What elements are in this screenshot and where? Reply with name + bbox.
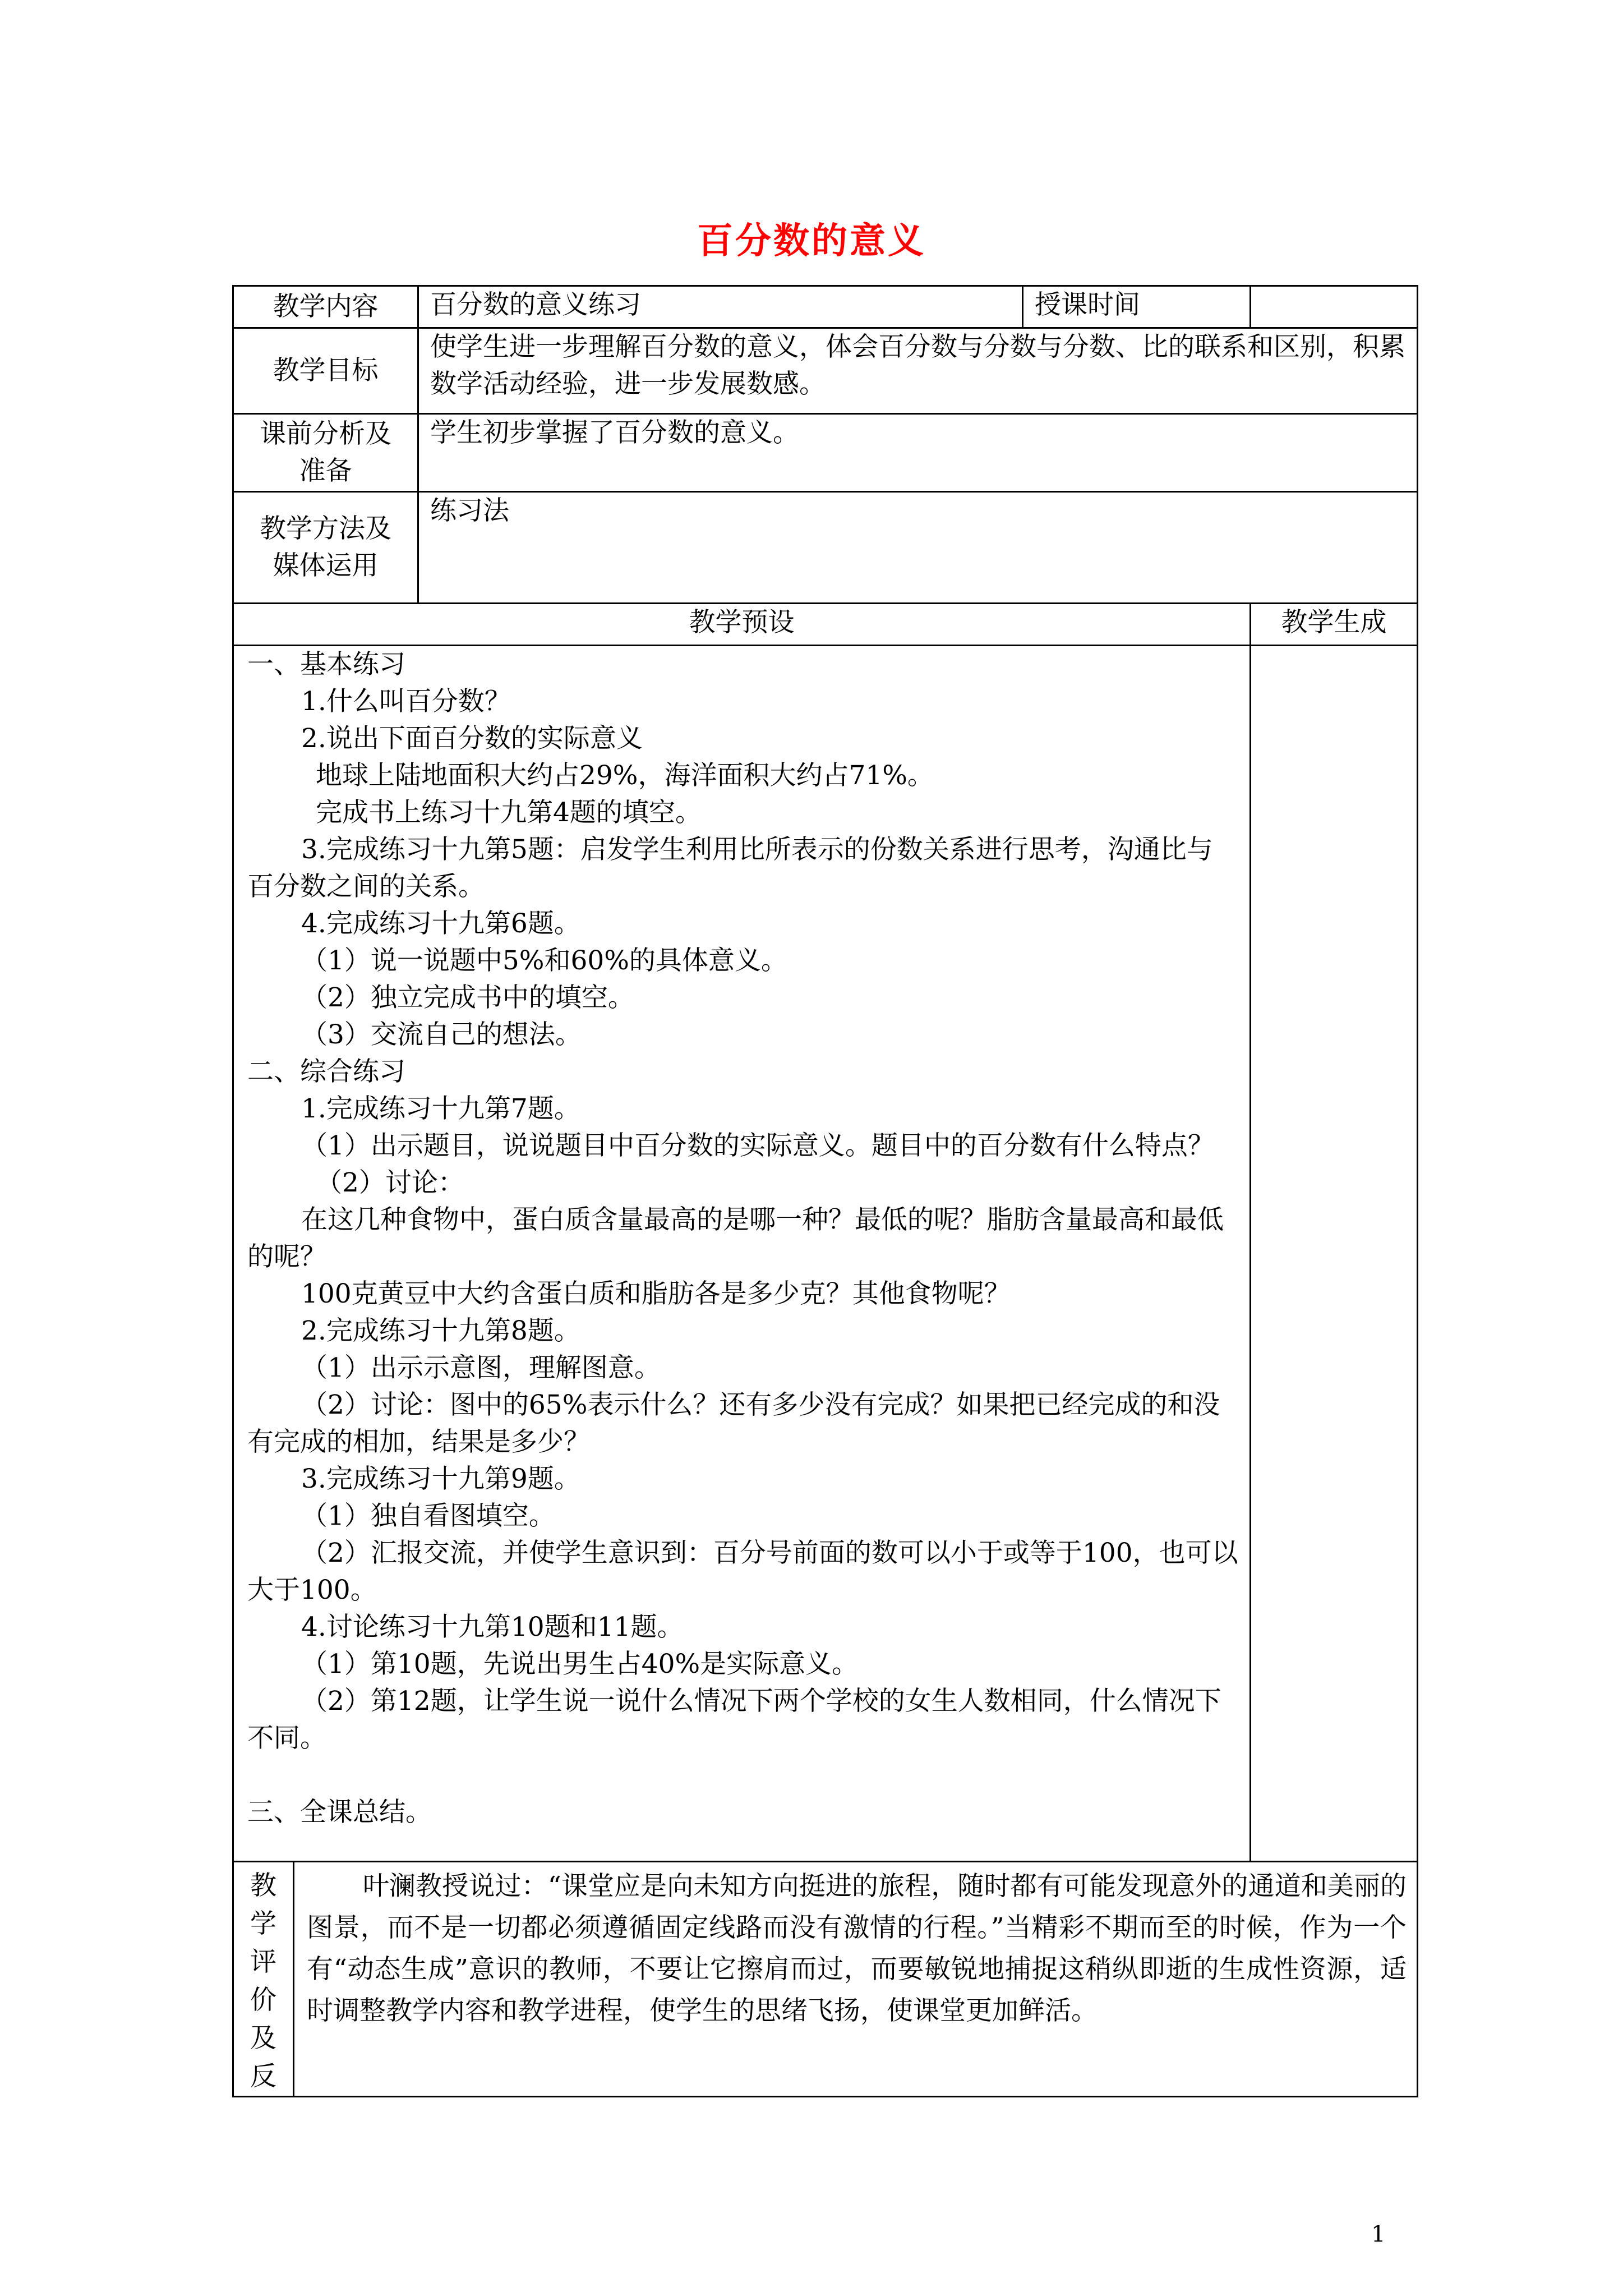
evaluation-label-char: 教 bbox=[250, 1870, 276, 1901]
lesson-plan-table bbox=[232, 285, 1418, 2097]
content-label: 教学内容 bbox=[233, 286, 418, 328]
evaluation-label-char: 价 bbox=[250, 1985, 276, 2016]
preset-header: 教学预设 bbox=[233, 604, 1251, 646]
objectives-row bbox=[233, 328, 1418, 414]
evaluation-label bbox=[233, 1862, 294, 2097]
evaluation-label-char: 及 bbox=[250, 2023, 276, 2054]
preset-line: 3.完成练习十九第9题。 bbox=[301, 1464, 580, 1494]
pre-analysis-text: 学生初步掌握了百分数的意义。 bbox=[418, 414, 1418, 492]
preset-line: 2.说出下面百分数的实际意义 bbox=[301, 723, 643, 754]
preset-line: （2）第12题，让学生说一说什么情况下两个学校的女生人数相同，什么情况下不同。 bbox=[247, 1686, 1221, 1754]
preset-line: 完成书上练习十九第4题的填空。 bbox=[316, 797, 702, 828]
preset-line: （2）讨论：图中的65%表示什么？还有多少没有完成？如果把已经完成的和没有完成的相加，结果是多少？ bbox=[247, 1389, 1220, 1457]
preset-line: 3.完成练习十九第5题：启发学生利用比所表示的份数关系进行思考，沟通比与百分数之间的关系。 bbox=[247, 834, 1213, 902]
methods-text: 练习法 bbox=[418, 492, 1418, 604]
preset-line: 4.完成练习十九第6题。 bbox=[301, 908, 580, 939]
preset-line: 在这几种食物中，蛋白质含量最高的是哪一种？最低的呢？脂肪含量最高和最低的呢？ bbox=[247, 1204, 1224, 1272]
evaluation-text: 叶澜教授说过：“课堂应是向未知方向挺进的旅程，随时都有可能发现意外的通道和美丽的图景，而不是一切都必须遵循固定线路而没有激情的行程。”当精彩不期而至的时候，作为一个有“动态生成”意识的教师，不要让它擦肩而过，而要敏锐地捕捉这稍纵即逝的生成性资源，适时调整教学内容和教学进程，使学生的思绪飞扬，使课堂更加鲜活。 bbox=[294, 1862, 1418, 2097]
preset-line: （2）汇报交流，并使学生意识到：百分号前面的数可以小于或等于100，也可以大于100。 bbox=[247, 1538, 1238, 1605]
content-row bbox=[233, 286, 1418, 328]
generation-header: 教学生成 bbox=[1251, 604, 1418, 646]
preset-line: 100克黄豆中大约含蛋白质和脂肪各是多少克？其他食物呢？ bbox=[301, 1278, 1011, 1309]
time-label: 授课时间 bbox=[1023, 286, 1251, 328]
preset-line: （1）独自看图填空。 bbox=[301, 1501, 555, 1531]
content-value: 百分数的意义练习 bbox=[418, 286, 1023, 328]
page-number: 1 bbox=[1371, 2221, 1386, 2247]
preset-line: 地球上陆地面积大约占29%，海洋面积大约占71%。 bbox=[316, 760, 934, 791]
preset-line: （1）说一说题中5%和60%的具体意义。 bbox=[301, 945, 787, 976]
document-title: 百分数的意义 bbox=[697, 220, 926, 262]
objectives-text: 使学生进一步理解百分数的意义，体会百分数与分数与分数、比的联系和区别，积累数学活动经验，进一步发展数感。 bbox=[418, 328, 1418, 414]
pre-analysis-label bbox=[233, 414, 418, 492]
section-header-row bbox=[233, 604, 1418, 646]
evaluation-label-char: 学 bbox=[250, 1908, 276, 1939]
preset-line: （3）交流自己的想法。 bbox=[301, 1019, 582, 1050]
preset-row bbox=[233, 646, 1418, 1862]
preset-line: （1）第10题，先说出男生占40%是实际意义。 bbox=[301, 1649, 859, 1680]
methods-row bbox=[233, 492, 1418, 604]
evaluation-row bbox=[233, 1862, 1418, 2097]
time-value bbox=[1251, 286, 1418, 328]
methods-label-line1: 教学方法及 bbox=[260, 513, 391, 544]
evaluation-label-char: 反 bbox=[250, 2061, 276, 2092]
preset-line: 4.讨论练习十九第10题和11题。 bbox=[301, 1612, 684, 1642]
preset-line: 1.什么叫百分数？ bbox=[301, 686, 511, 717]
preset-line: 二、综合练习 bbox=[247, 1056, 405, 1087]
generation-content bbox=[1251, 646, 1418, 1862]
preset-line: （1）出示示意图，理解图意。 bbox=[301, 1352, 661, 1383]
preset-line: 1.完成练习十九第7题。 bbox=[301, 1093, 580, 1124]
preset-content bbox=[233, 646, 1251, 1862]
pre-analysis-label-line1: 课前分析及 bbox=[260, 418, 391, 449]
preset-line: 三、全课总结。 bbox=[247, 1797, 432, 1828]
methods-label-line2: 媒体运用 bbox=[273, 550, 379, 581]
pre-analysis-label-line2: 准备 bbox=[299, 455, 352, 486]
preset-line: 一、基本练习 bbox=[247, 649, 405, 680]
evaluation-label-char: 评 bbox=[250, 1947, 276, 1977]
pre-analysis-row bbox=[233, 414, 1418, 492]
preset-spacer bbox=[247, 1757, 1238, 1794]
methods-label bbox=[233, 492, 418, 604]
preset-line: 2.完成练习十九第8题。 bbox=[301, 1315, 580, 1346]
preset-line: （2）讨论： bbox=[316, 1167, 464, 1198]
preset-line: （2）独立完成书中的填空。 bbox=[301, 982, 634, 1013]
objectives-label: 教学目标 bbox=[233, 328, 418, 414]
preset-line: （1）出示题目，说说题目中百分数的实际意义。题目中的百分数有什么特点？ bbox=[301, 1130, 1214, 1161]
